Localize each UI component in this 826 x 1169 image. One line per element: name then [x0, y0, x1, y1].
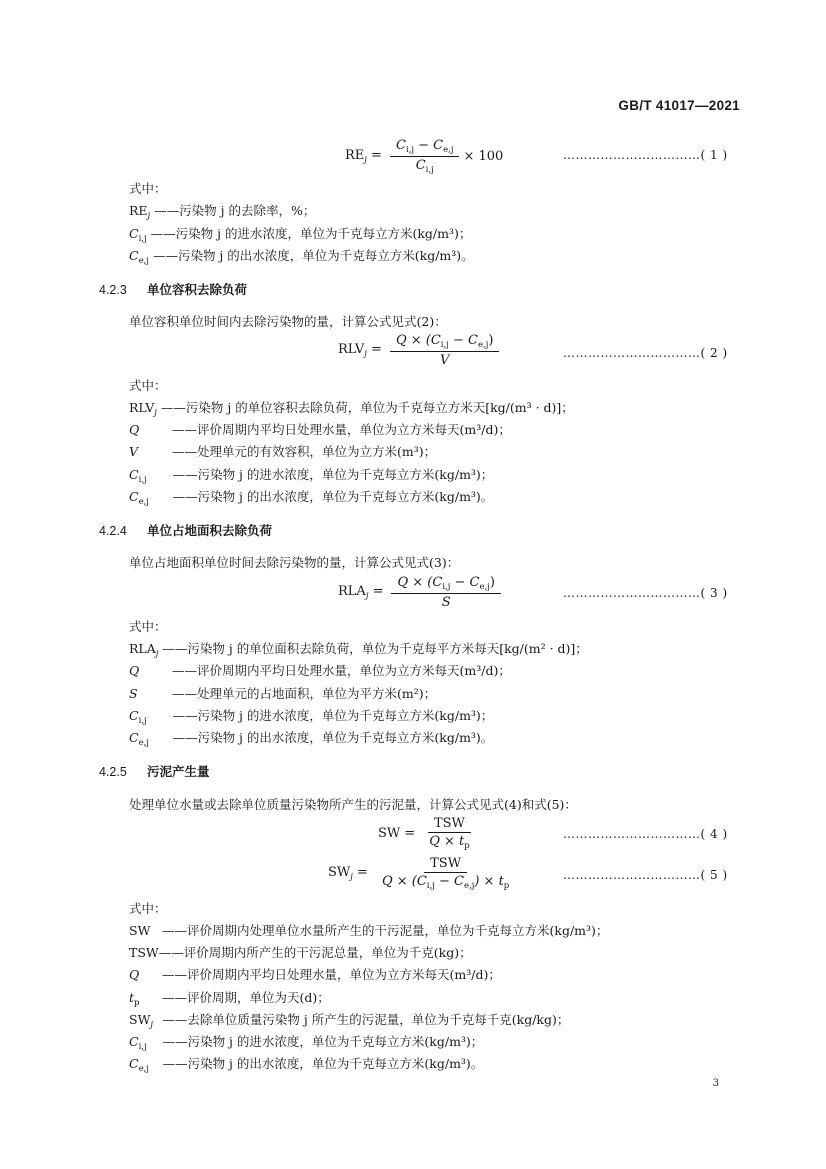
eq5-fraction: $\frac{\text{TSW}}{Q \times (C_{i,j} - C_{e,j}) \times t_p}$ [381, 856, 510, 891]
defs2-item: Q ——评价周期内平均日处理水量，单位为立方米每天(m³/d)； [129, 422, 511, 437]
defs1-title: 式中： [129, 181, 167, 196]
defs4-item: Q ——评价周期内平均日处理水量，单位为立方米每天(m³/d)； [129, 967, 501, 982]
section-4-2-3-intro: 单位容积单位时间内去除污染物的量，计算公式见式(2)： [129, 314, 447, 329]
equation-4: SW = $\frac{\text{TSW}}{Q \times t_p}$ [378, 816, 480, 851]
section-4-2-5-heading: 4.2.5 污泥产生量 [99, 765, 210, 779]
eq5-number: ……………………………( 5 ) [563, 868, 728, 882]
eq3-fraction: $\frac{Q \times (C_{i,j} - C_{e,j})}{S}$ [391, 575, 500, 610]
defs3-item: Ce,j ——污染物 j 的出水浓度，单位为千克每立方米(kg/m³)。 [129, 730, 494, 748]
defs1-item: $C_{i,j}$ ——污染物 j 的进水浓度，单位为千克每立方米(kg/m³)； [129, 226, 472, 244]
page-number: 3 [712, 1078, 719, 1089]
defs4-item: SW ——评价周期内处理单位水量所产生的干污泥量，单位为千克每立方米(kg/m³)； [129, 923, 609, 938]
eq2-number: ……………………………( 2 ) [563, 346, 728, 360]
eq1-lhs: $RE_j$ = [345, 148, 382, 165]
eq1-tail: × 100 [463, 149, 504, 164]
eq2-fraction: $\frac{Q \times (C_{i,j} - C_{e,j})}{V}$ [390, 333, 499, 368]
equation-1 [345, 138, 503, 175]
defs4-item: Ci,j ——污染物 j 的进水浓度，单位为千克每立方米(kg/m³)； [129, 1034, 484, 1052]
defs4-item: Ce,j ——污染物 j 的出水浓度，单位为千克每立方米(kg/m³)。 [129, 1056, 484, 1074]
defs4-item: SWj ——去除单位质量污染物 j 所产生的污泥量，单位为千克每千克(kg/kg)； [129, 1012, 570, 1030]
section-4-2-5-intro: 处理单位水量或去除单位质量污染物所产生的污泥量，计算公式见式(4)和式(5)： [129, 797, 577, 812]
eq1-fraction: $\frac{C_{i,j} - C_{e,j}}{C_{i,j}}$ [390, 138, 460, 175]
eq4-number: ……………………………( 4 ) [563, 827, 728, 841]
section-4-2-4-intro: 单位占地面积单位时间去除污染物的量，计算公式见式(3)： [129, 555, 460, 570]
equation-2: $RLV_j$ = $\frac{Q \times (C_{i,j} - C_{e,j})}{V}$ [338, 333, 503, 368]
defs3-item: S ——处理单元的占地面积，单位为平方米(m²)； [129, 686, 437, 701]
defs3-item: $RLA_j$ ——污染物 j 的单位面积去除负荷，单位为千克每平方米每天[kg/(m² · d)]； [129, 641, 588, 659]
standard-number: GB/T 41017—2021 [618, 98, 740, 113]
defs1-item: $C_{e,j}$ ——污染物 j 的出水浓度，单位为千克每立方米(kg/m³)。 [129, 248, 474, 266]
eq3-number: ……………………………( 3 ) [563, 586, 728, 600]
section-4-2-4-heading: 4.2.4 单位占地面积去除负荷 [99, 524, 273, 538]
defs3-title: 式中： [129, 619, 167, 634]
eq4-fraction: $\frac{\text{TSW}}{Q \times t_p}$ [429, 816, 470, 851]
equation-3: $RLA_j$ = $\frac{Q \times (C_{i,j} - C_{e,j})}{S}$ [338, 575, 505, 610]
equation-5: $SW_j$ = $\frac{\text{TSW}}{Q \times (C_{i,j} - C_{e,j}) \times t_p}$ [328, 856, 519, 891]
defs4-item: TSW——评价周期内所产生的干污泥总量，单位为千克(kg)； [129, 945, 472, 960]
section-4-2-3-heading: 4.2.3 单位容积去除负荷 [99, 283, 248, 297]
defs2-item: $RLV_j$ ——污染物 j 的单位容积去除负荷，单位为千克每立方米天[kg/(m³ · d)]； [129, 400, 574, 418]
defs3-item: Ci,j ——污染物 j 的进水浓度，单位为千克每立方米(kg/m³)； [129, 708, 494, 726]
defs1-item: $RE_j$ ——污染物 j 的去除率，%； [129, 203, 316, 221]
defs4-item: tp ——评价周期，单位为天(d)； [129, 990, 330, 1008]
defs2-item: Ce,j ——污染物 j 的出水浓度，单位为千克每立方米(kg/m³)。 [129, 489, 494, 507]
defs2-item: Ci,j ——污染物 j 的进水浓度，单位为千克每立方米(kg/m³)； [129, 467, 494, 485]
eq1-number: ……………………………( 1 ) [563, 148, 728, 162]
defs4-title: 式中： [129, 901, 167, 916]
defs3-item: Q ——评价周期内平均日处理水量，单位为立方米每天(m³/d)； [129, 663, 511, 678]
defs2-item: V ——处理单元的有效容积，单位为立方米(m³)； [129, 444, 437, 459]
defs2-title: 式中： [129, 378, 167, 393]
